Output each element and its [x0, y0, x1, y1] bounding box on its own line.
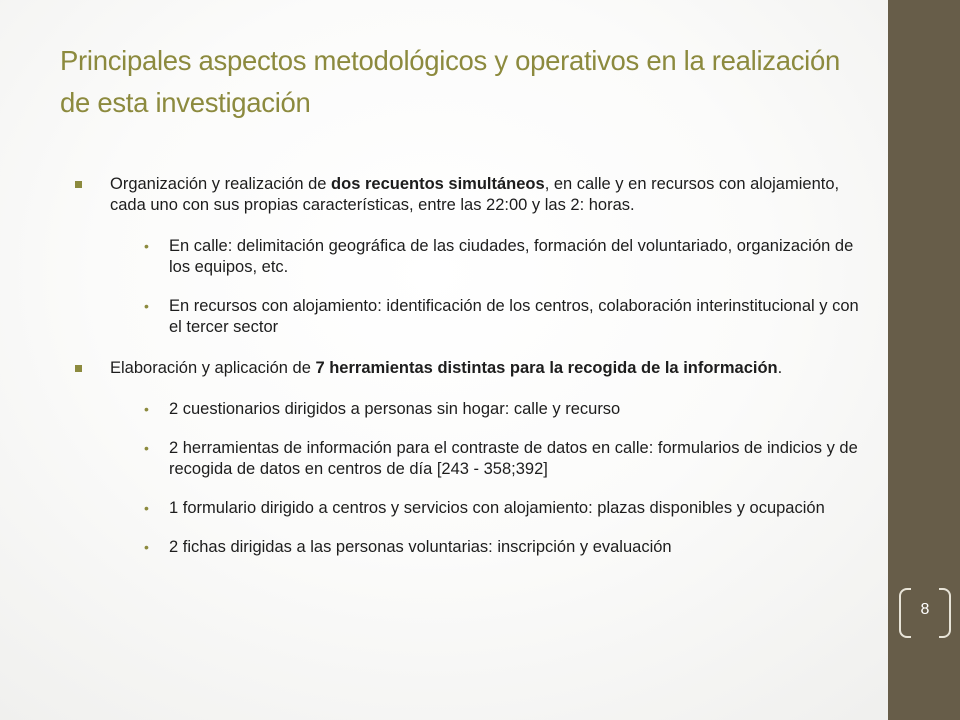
sub-bullet-item — [72, 498, 862, 519]
dot-bullet-icon: • — [144, 500, 149, 516]
dot-bullet-icon: • — [144, 238, 149, 254]
dot-bullet-icon: • — [144, 440, 149, 456]
bullet-emphasis: dos recuentos simultáneos — [331, 175, 545, 193]
page-number-badge — [897, 588, 953, 638]
dot-bullet-icon: • — [144, 401, 149, 417]
sub-bullet-text: 2 fichas dirigidas a las personas voluntarias: inscripción y evaluación — [169, 538, 672, 556]
bullet-text: Elaboración y aplicación de — [110, 359, 316, 377]
bullet-text: , en calle y en recursos con alojamiento, cada uno con sus propias características, entre las 22:00 y las 2: horas. — [110, 175, 840, 214]
sub-bullet-item — [72, 537, 862, 558]
sub-bullet-item — [72, 296, 862, 338]
sub-bullet-text: 1 formulario dirigido a centros y servicios con alojamiento: plazas disponibles y ocupación — [169, 499, 825, 517]
sub-bullet-text: En calle: delimitación geográfica de las ciudades, formación del voluntariado, organización de los equipos, etc. — [169, 237, 854, 276]
dot-bullet-icon: • — [144, 539, 149, 555]
dot-bullet-icon: • — [144, 298, 149, 314]
bullet-emphasis: 7 herramientas distintas para la recogida de la información — [315, 359, 778, 377]
slide-title: Principales aspectos metodológicos y operativos en la realización de esta investigación — [60, 45, 840, 118]
sub-bullet-text: En recursos con alojamiento: identificación de los centros, colaboración interinstitucional y con el tercer sector — [169, 297, 859, 336]
page-number: 8 — [920, 601, 930, 618]
sub-bullet-item — [72, 399, 862, 420]
sub-bullet-text: 2 cuestionarios dirigidos a personas sin hogar: calle y recurso — [169, 400, 621, 418]
sub-bullet-item — [72, 438, 862, 480]
square-bullet-icon — [75, 181, 82, 188]
slide-content — [72, 174, 862, 576]
sub-bullet-text: 2 herramientas de información para el contraste de datos en calle: formularios de indicios y de recogida de datos en centros de día [243 - 358;392] — [169, 439, 858, 478]
bullet-item — [72, 358, 862, 379]
square-bullet-icon — [75, 365, 82, 372]
bullet-text: . — [777, 359, 783, 377]
sub-bullet-item — [72, 236, 862, 278]
bullet-text: Organización y realización de — [110, 175, 332, 193]
bullet-item — [72, 174, 862, 216]
